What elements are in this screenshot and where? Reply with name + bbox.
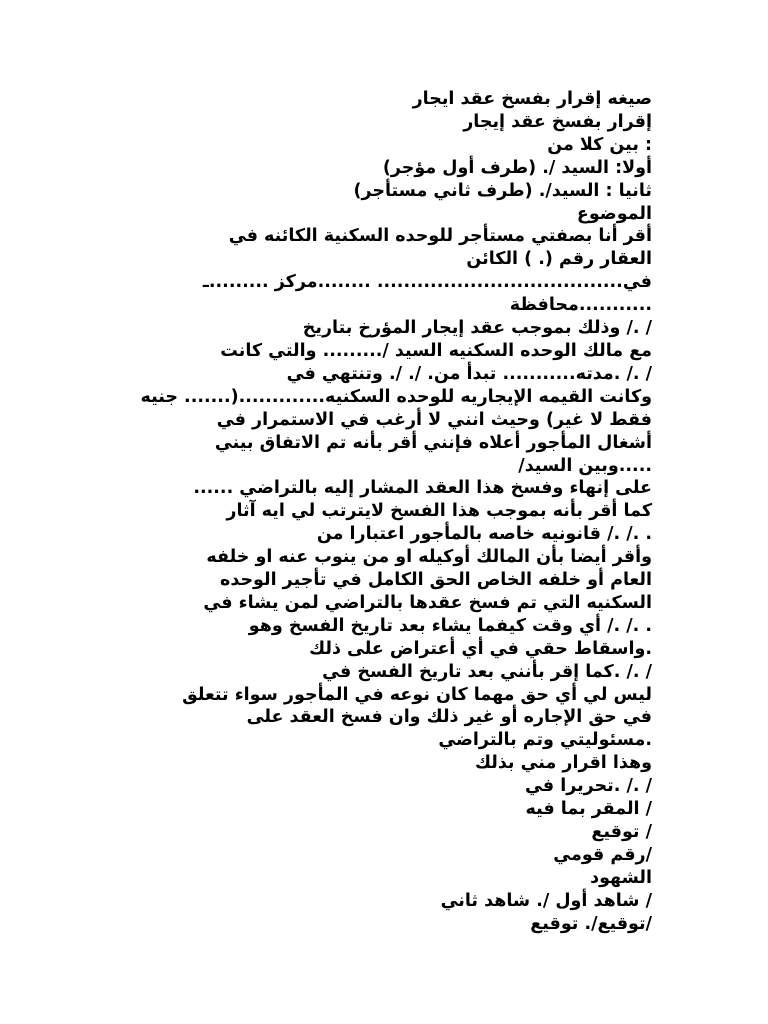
declaration-line: وهذا اقرار مني بذلك — [474, 753, 652, 774]
subject-heading: الموضوع — [576, 203, 652, 224]
text-line: مع مالك الوحده السكنيه السيد /......... والتي كانت — [220, 340, 652, 361]
text-line: . ./ ./ قانونيه خاصه بالمأجور اعتبارا من — [316, 524, 652, 545]
text-line: وأقر أيضا بأن المالك أوكيله او من ينوب عنه او خلفه — [206, 547, 652, 568]
text-line: العقار رقم (. ) الكائن — [466, 249, 652, 270]
text-line: فقط لا غير) وحيث انني لا أرغب في الاستمرار في — [216, 409, 652, 430]
document-title: صيغه إقرار بفسخ عقد ايجار — [412, 89, 652, 109]
second-party-line: ثانيا : السيد/. (طرف ثاني مستأجر) — [353, 180, 652, 201]
date-written-line: / ./ .تحريرا في — [524, 776, 652, 797]
text-line: على إنهاء وفسخ هذا العقد المشار إليه بالتراضي ...... — [193, 478, 652, 499]
text-line: . ./ ./ أي وقت كيفما يشاء بعد تاريخ الفسخ وهو — [248, 615, 652, 636]
text-line: كما أقر بأنه بموجب هذا الفسخ لايترتب لي ايه آثار — [226, 501, 652, 522]
lease-termination-text — [112, 88, 652, 936]
text-line: ليس لي أي حق مهما كان نوعه في المأجور سواء تتعلق — [182, 684, 652, 705]
text-line: أشغال المأجور أعلاه فإنني أقر بأنه تم الاتفاق بيني — [214, 432, 652, 453]
text-line: وكانت القيمه الإيجاريه للوحده السكنيه.............(....... جنيه — [140, 386, 652, 407]
signature-line: / توقيع — [591, 822, 652, 842]
text-line: / ./ وذلك بموجب عقد إيجار المؤرخ بتاريخ — [302, 318, 652, 339]
text-line: .....وبين السيد/ — [518, 455, 652, 476]
witnesses-heading: الشهود — [590, 867, 652, 888]
witnesses-signature-line: /توقيع/. توقيع — [530, 913, 652, 934]
declarant-line: / المقر بما فيه — [525, 799, 652, 820]
text-line: السكنيه التي تم فسخ عقدها بالتراضي لمن يشاء في — [203, 592, 652, 613]
text-line: في..................................... ........مركز .........ـ — [202, 272, 652, 293]
text-line: العام أو خلفه الخاص الحق الكامل في تأجير الوحده — [220, 570, 652, 591]
text-line: في حق الإجاره أو غير ذلك وان فسخ العقد على — [246, 707, 652, 728]
document-subtitle: إقرار بفسخ عقد إيجار — [463, 111, 652, 132]
first-party-line: أولا: السيد /. (طرف أول مؤجر) — [382, 157, 652, 178]
national-id-line: /رقم قومي — [553, 844, 652, 865]
text-line: أقر أنا بصفتي مستأجر للوحده السكنية الكائنه في — [228, 226, 652, 247]
parties-intro: : بين كلا من — [547, 134, 652, 155]
text-line: ...........محافظة — [509, 295, 652, 316]
witnesses-names-line: / شاهد أول /. شاهد ثاني — [440, 890, 652, 911]
text-line: / ./ .مدته........... تبدأ من. /. /. وتنتهي في — [286, 363, 652, 384]
text-line: .واسقاط حقي في أي أعتراض على ذلك — [309, 638, 652, 659]
text-line: .مسئوليتي وتم بالتراضي — [438, 730, 652, 751]
text-line: / ./ .كما إقر بأنني بعد تاريخ الفسخ في — [322, 661, 652, 682]
